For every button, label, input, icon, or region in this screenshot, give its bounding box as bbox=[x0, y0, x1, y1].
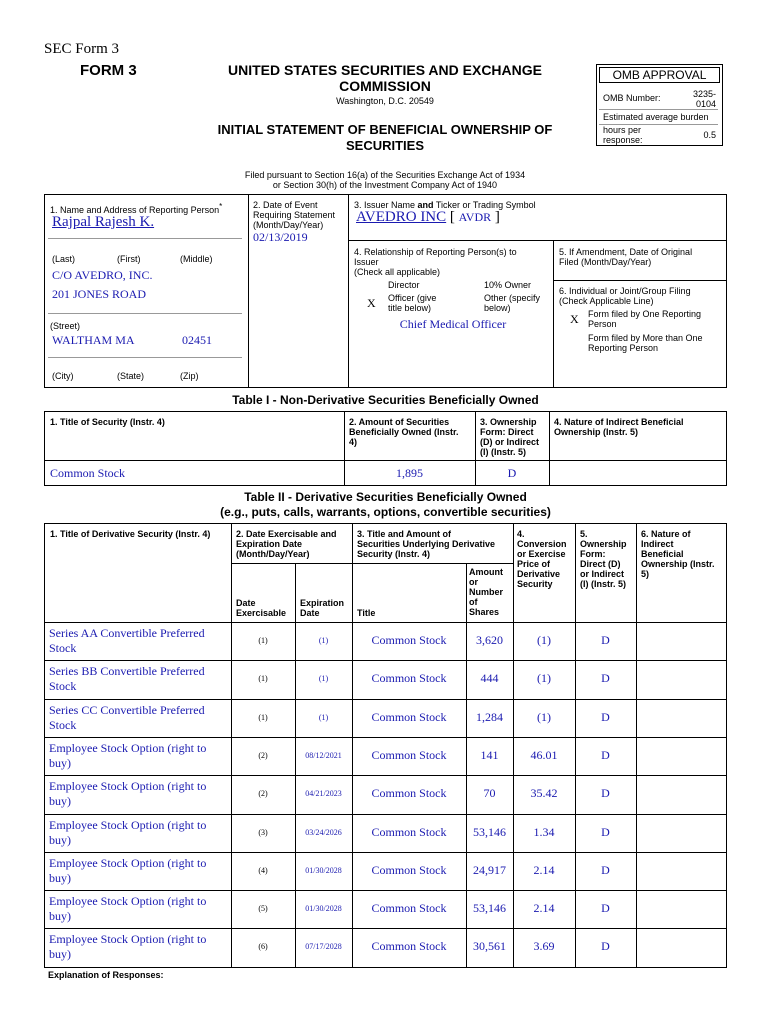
t2-underlying-amount: 444 bbox=[480, 671, 499, 685]
t2-ownership-form: D bbox=[601, 825, 610, 839]
other-label bbox=[484, 293, 540, 313]
t2-col4-h2: Conversion bbox=[517, 539, 567, 549]
t2-security-title-2: buy) bbox=[49, 794, 71, 808]
t2-sub-amt-2: or bbox=[469, 577, 478, 587]
t2-sub-expiration bbox=[300, 598, 344, 618]
other-label-2: below) bbox=[484, 303, 511, 313]
omb-number-label: OMB Number: bbox=[603, 93, 661, 103]
box4-label-3: (Check all applicable) bbox=[354, 267, 441, 277]
t1-col3-h2: Form: Direct bbox=[480, 427, 534, 437]
t2-date-exercisable: (1) bbox=[258, 636, 268, 645]
t2-conversion-price: (1) bbox=[537, 710, 551, 724]
t2-underlying-amount: 70 bbox=[483, 786, 496, 800]
t2-security-title bbox=[49, 818, 206, 848]
t2-col2-h1: 2. Date Exercisable and bbox=[236, 529, 337, 539]
t2-conversion-price: 2.14 bbox=[533, 863, 555, 877]
t2-ownership-form: D bbox=[601, 863, 610, 877]
t2-col5-header bbox=[580, 529, 627, 589]
officer-checkmark[interactable]: X bbox=[367, 296, 376, 310]
t2-date-exercisable: (6) bbox=[258, 942, 268, 951]
t2-col4-h1: 4. bbox=[517, 529, 525, 539]
t2-security-title bbox=[49, 856, 206, 886]
t1-col3-header bbox=[480, 417, 539, 457]
reporting-person-name[interactable]: Rajpal Rajesh K. bbox=[52, 214, 155, 230]
box5-label-1: 5. If Amendment, Date of Original bbox=[559, 247, 693, 257]
t2-conversion-price: (1) bbox=[537, 633, 551, 647]
t2-col5-h6: (I) (Instr. 5) bbox=[580, 579, 627, 589]
t2-date-exercisable: (4) bbox=[258, 866, 268, 875]
explanation-label: Explanation of Responses: bbox=[48, 970, 164, 980]
t2-col3-h2: Securities Underlying Derivative bbox=[357, 539, 496, 549]
box3-label-and: and bbox=[417, 200, 434, 210]
t2-ownership-form: D bbox=[601, 710, 610, 724]
omb-hours-label-1: hours per bbox=[603, 125, 642, 135]
box2-label-2: Requiring Statement bbox=[253, 210, 336, 220]
t2-underlying-title: Common Stock bbox=[371, 939, 447, 953]
t2-col1-header: 1. Title of Derivative Security (Instr. 4) bbox=[50, 529, 211, 539]
t2-expiration-date: (1) bbox=[318, 674, 329, 683]
t2-underlying-title: Common Stock bbox=[371, 786, 447, 800]
t2-expiration-date: (1) bbox=[318, 636, 329, 645]
t2-ownership-form: D bbox=[601, 748, 610, 762]
t2-underlying-amount: 1,284 bbox=[476, 710, 503, 724]
officer-label-2: title below) bbox=[388, 303, 432, 313]
table2-title-1: Table II - Derivative Securities Beneficially Owned bbox=[244, 490, 527, 504]
t1-col4-header bbox=[554, 417, 684, 437]
t2-security-title-1: Employee Stock Option (right to bbox=[49, 779, 207, 793]
t2-col5-h1: 5. bbox=[580, 529, 588, 539]
box5-label bbox=[559, 247, 692, 267]
t2-ownership-form: D bbox=[601, 939, 610, 953]
omb-hours-label bbox=[603, 125, 643, 145]
bracket-close: ] bbox=[494, 209, 500, 225]
statement-title bbox=[180, 122, 590, 154]
box6-label-1: 6. Individual or Joint/Group Filing bbox=[559, 286, 691, 296]
one-person-label-2: Person bbox=[588, 319, 617, 329]
t2-security-title bbox=[49, 703, 205, 733]
t2-expiration-date: 01/30/2028 bbox=[305, 904, 342, 913]
t1-col3-h3: (D) or Indirect bbox=[480, 437, 540, 447]
street-label: (Street) bbox=[50, 321, 81, 331]
t2-col6-h1: 6. Nature of bbox=[641, 529, 691, 539]
one-person-label-1: Form filed by One Reporting bbox=[588, 309, 702, 319]
t1-col2-header bbox=[349, 417, 459, 447]
t2-security-title-1: Employee Stock Option (right to bbox=[49, 856, 207, 870]
t2-col3-h3: Security (Instr. 4) bbox=[357, 549, 431, 559]
t2-date-exercisable: (1) bbox=[258, 713, 268, 722]
box2-label-1: 2. Date of Event bbox=[253, 200, 318, 210]
t2-expiration-date: 03/24/2026 bbox=[305, 828, 342, 837]
omb-hours-label-2: response: bbox=[603, 135, 643, 145]
table1-title: Table I - Non-Derivative Securities Beneficially Owned bbox=[232, 393, 539, 407]
t1-amount: 1,895 bbox=[396, 466, 423, 480]
middle-label: (Middle) bbox=[180, 254, 213, 264]
t2-sub-amt-4: of bbox=[469, 597, 478, 607]
t2-underlying-title: Common Stock bbox=[371, 710, 447, 724]
t2-col4-h4: Price of bbox=[517, 559, 551, 569]
omb-number-value-1: 3235- bbox=[692, 89, 716, 99]
box4-label bbox=[354, 247, 517, 277]
t2-col5-h5: or Indirect bbox=[580, 569, 625, 579]
address-line1: C/O AVEDRO, INC. bbox=[52, 268, 153, 282]
t2-conversion-price: 1.34 bbox=[533, 825, 555, 839]
t2-underlying-title: Common Stock bbox=[371, 633, 447, 647]
t2-underlying-title: Common Stock bbox=[371, 863, 447, 877]
t2-col3-header bbox=[357, 529, 495, 559]
t2-date-exercisable: (2) bbox=[258, 789, 268, 798]
t2-sub-amt-3: Number bbox=[469, 587, 504, 597]
t2-date-exercisable: (3) bbox=[258, 828, 268, 837]
omb-title: OMB APPROVAL bbox=[599, 67, 720, 83]
table2-title bbox=[44, 490, 727, 520]
bracket-open: [ bbox=[449, 209, 455, 225]
t2-col2-header bbox=[236, 529, 337, 559]
t2-col5-h3: Form: bbox=[580, 549, 606, 559]
t2-security-title bbox=[49, 779, 206, 809]
t2-col2-h2: Expiration Date bbox=[236, 539, 303, 549]
one-person-label bbox=[588, 309, 701, 329]
last-label: (Last) bbox=[52, 254, 76, 264]
t2-underlying-amount: 53,146 bbox=[473, 825, 506, 839]
t2-security-title bbox=[49, 664, 205, 694]
t2-ownership-form: D bbox=[601, 633, 610, 647]
box4-label-2: Issuer bbox=[354, 257, 379, 267]
t1-col1-header: 1. Title of Security (Instr. 4) bbox=[50, 417, 165, 427]
t2-conversion-price: 3.69 bbox=[533, 939, 555, 953]
t2-underlying-title: Common Stock bbox=[371, 825, 447, 839]
t2-col4-header bbox=[517, 529, 567, 589]
t2-sub-amt-1: Amount bbox=[469, 567, 503, 577]
t1-col3-h1: 3. Ownership bbox=[480, 417, 537, 427]
t2-security-title-1: Employee Stock Option (right to bbox=[49, 741, 207, 755]
t1-security-title: Common Stock bbox=[50, 466, 126, 480]
box6-label bbox=[559, 286, 691, 306]
box5-label-2: Filed (Month/Day/Year) bbox=[559, 257, 652, 267]
t2-col4-h5: Derivative bbox=[517, 569, 561, 579]
t1-col3-h4: (I) (Instr. 5) bbox=[480, 447, 527, 457]
t1-col2-h2: Beneficially Owned (Instr. bbox=[349, 427, 459, 437]
first-label: (First) bbox=[117, 254, 141, 264]
t2-security-title-1: Series CC Convertible Preferred bbox=[49, 703, 205, 717]
t2-security-title-2: buy) bbox=[49, 833, 71, 847]
box2-label bbox=[253, 200, 335, 230]
omb-hours-value: 0.5 bbox=[703, 130, 716, 140]
t2-conversion-price: 46.01 bbox=[530, 748, 558, 762]
t2-security-title-1: Employee Stock Option (right to bbox=[49, 894, 207, 908]
t2-col6-h4: Ownership (Instr. bbox=[641, 559, 715, 569]
t1-col4-h1: 4. Nature of Indirect Beneficial bbox=[554, 417, 684, 427]
filed-pursuant bbox=[180, 170, 590, 190]
officer-title: Chief Medical Officer bbox=[399, 317, 507, 331]
zip-label: (Zip) bbox=[180, 371, 199, 381]
t2-security-title-1: Series BB Convertible Preferred bbox=[49, 664, 205, 678]
t1-col4-h2: Ownership (Instr. 5) bbox=[554, 427, 639, 437]
issuer-line bbox=[356, 209, 500, 226]
t2-date-exercisable: (5) bbox=[258, 904, 268, 913]
t2-underlying-amount: 53,146 bbox=[473, 901, 506, 915]
box4-label-1: 4. Relationship of Reporting Person(s) to bbox=[354, 247, 517, 257]
t2-expiration-date: 07/17/2028 bbox=[305, 942, 342, 951]
agency-line1: UNITED STATES SECURITIES AND EXCHANGE bbox=[228, 62, 542, 78]
box1-asterisk: * bbox=[219, 202, 223, 211]
agency-block bbox=[200, 62, 570, 106]
t2-security-title-2: Stock bbox=[49, 718, 77, 732]
filed-pursuant-line1: Filed pursuant to Section 16(a) of the Securities Exchange Act of 1934 bbox=[244, 170, 526, 180]
statement-line1: INITIAL STATEMENT OF BENEFICIAL OWNERSHIP OF bbox=[217, 122, 553, 137]
t2-underlying-title: Common Stock bbox=[371, 671, 447, 685]
omb-number-value bbox=[693, 89, 716, 109]
other-label-1: Other (specify bbox=[484, 293, 541, 303]
t2-security-title bbox=[49, 626, 205, 656]
omb-number-value-2: 0104 bbox=[695, 99, 716, 109]
t2-sub-exp-1: Expiration bbox=[300, 598, 345, 608]
filed-pursuant-line2: or Section 30(h) of the Investment Company Act of 1940 bbox=[272, 180, 498, 190]
t2-col6-h5: 5) bbox=[641, 569, 650, 579]
statement-line2: SECURITIES bbox=[345, 138, 424, 153]
t2-security-title-2: Stock bbox=[49, 641, 77, 655]
t2-security-title bbox=[49, 894, 206, 924]
document-label: SEC Form 3 bbox=[44, 41, 120, 57]
t2-security-title-2: buy) bbox=[49, 947, 71, 961]
t2-conversion-price: 2.14 bbox=[533, 901, 555, 915]
t1-col2-h3: 4) bbox=[349, 437, 358, 447]
t2-conversion-price: (1) bbox=[537, 671, 551, 685]
t2-col5-h4: Direct (D) bbox=[580, 559, 621, 569]
t2-col5-h2: Ownership bbox=[580, 539, 627, 549]
t2-col6-h3: Beneficial bbox=[641, 549, 684, 559]
box3-label-b: Ticker or Trading Symbol bbox=[433, 200, 536, 210]
state-label: (State) bbox=[117, 371, 145, 381]
ten-percent-owner-label: 10% Owner bbox=[484, 280, 532, 290]
t2-ownership-form: D bbox=[601, 786, 610, 800]
t2-underlying-title: Common Stock bbox=[371, 901, 447, 915]
t2-underlying-amount: 30,561 bbox=[473, 939, 506, 953]
agency-address: Washington, D.C. 20549 bbox=[336, 96, 434, 106]
t2-col4-h6: Security bbox=[517, 579, 553, 589]
t2-expiration-date: 04/21/2023 bbox=[305, 789, 342, 798]
t2-security-title bbox=[49, 932, 206, 962]
t2-col3-h1: 3. Title and Amount of bbox=[357, 529, 451, 539]
t2-underlying-amount: 24,917 bbox=[473, 863, 506, 877]
t2-security-title-1: Series AA Convertible Preferred bbox=[49, 626, 205, 640]
address-line2: 201 JONES ROAD bbox=[52, 287, 147, 301]
t2-underlying-amount: 141 bbox=[480, 748, 499, 762]
more-persons-label-1: Form filed by More than One bbox=[588, 333, 703, 343]
t2-security-title-1: Employee Stock Option (right to bbox=[49, 818, 207, 832]
t1-col2-h1: 2. Amount of Securities bbox=[349, 417, 450, 427]
officer-label-1: Officer (give bbox=[388, 293, 437, 303]
t2-ownership-form: D bbox=[601, 901, 610, 915]
box2-label-3: (Month/Day/Year) bbox=[253, 220, 324, 230]
t2-security-title-1: Employee Stock Option (right to bbox=[49, 932, 207, 946]
t2-conversion-price: 35.42 bbox=[530, 786, 558, 800]
one-person-checkmark[interactable]: X bbox=[570, 312, 579, 326]
t2-sub-amt-5: Shares bbox=[469, 607, 500, 617]
t2-ownership-form: D bbox=[601, 671, 610, 685]
t2-sub-title: Title bbox=[357, 608, 376, 618]
t2-sub-amount bbox=[469, 567, 503, 617]
officer-label bbox=[388, 293, 436, 313]
agency-line2: COMMISSION bbox=[339, 78, 431, 94]
t2-security-title-2: buy) bbox=[49, 871, 71, 885]
t2-date-exercisable: (1) bbox=[258, 674, 268, 683]
t2-sub-date-ex-1: Date bbox=[236, 598, 256, 608]
omb-burden-label: Estimated average burden bbox=[603, 112, 709, 122]
table2-title-2: (e.g., puts, calls, warrants, options, convertible securities) bbox=[220, 505, 551, 519]
city-state: WALTHAM MA bbox=[52, 333, 135, 347]
more-persons-label bbox=[588, 333, 703, 353]
t2-sub-date-exercisable bbox=[236, 598, 286, 618]
t2-underlying-amount: 3,620 bbox=[476, 633, 503, 647]
t2-security-title bbox=[49, 741, 206, 771]
issuer-name[interactable]: AVEDRO INC bbox=[356, 209, 447, 225]
t2-date-exercisable: (2) bbox=[258, 751, 268, 760]
box3-label-a: 3. Issuer Name bbox=[354, 200, 418, 210]
t2-security-title-2: buy) bbox=[49, 909, 71, 923]
zip-code: 02451 bbox=[182, 333, 212, 347]
t2-expiration-date: 08/12/2021 bbox=[305, 751, 342, 760]
t2-security-title-2: buy) bbox=[49, 756, 71, 770]
box1-label-text: 1. Name and Address of Reporting Person bbox=[50, 205, 220, 215]
t2-col6-header bbox=[641, 529, 715, 579]
omb-approval-box bbox=[596, 64, 723, 146]
t2-sub-date-ex-2: Exercisable bbox=[236, 608, 287, 618]
form-title: FORM 3 bbox=[80, 62, 137, 79]
t2-expiration-date: (1) bbox=[318, 713, 329, 722]
more-persons-label-2: Reporting Person bbox=[588, 343, 659, 353]
t2-underlying-title: Common Stock bbox=[371, 748, 447, 762]
city-label: (City) bbox=[52, 371, 74, 381]
director-label: Director bbox=[388, 280, 420, 290]
t2-sub-exp-2: Date bbox=[300, 608, 320, 618]
t2-col2-h3: (Month/Day/Year) bbox=[236, 549, 310, 559]
box6-label-2: (Check Applicable Line) bbox=[559, 296, 654, 306]
t2-col4-h3: or Exercise bbox=[517, 549, 566, 559]
t2-security-title-2: Stock bbox=[49, 679, 77, 693]
t1-ownership-form: D bbox=[507, 466, 517, 480]
issuer-ticker: AVDR bbox=[458, 210, 492, 224]
t2-col6-h2: Indirect bbox=[641, 539, 674, 549]
event-date: 02/13/2019 bbox=[253, 230, 308, 244]
t2-expiration-date: 01/30/2028 bbox=[305, 866, 342, 875]
